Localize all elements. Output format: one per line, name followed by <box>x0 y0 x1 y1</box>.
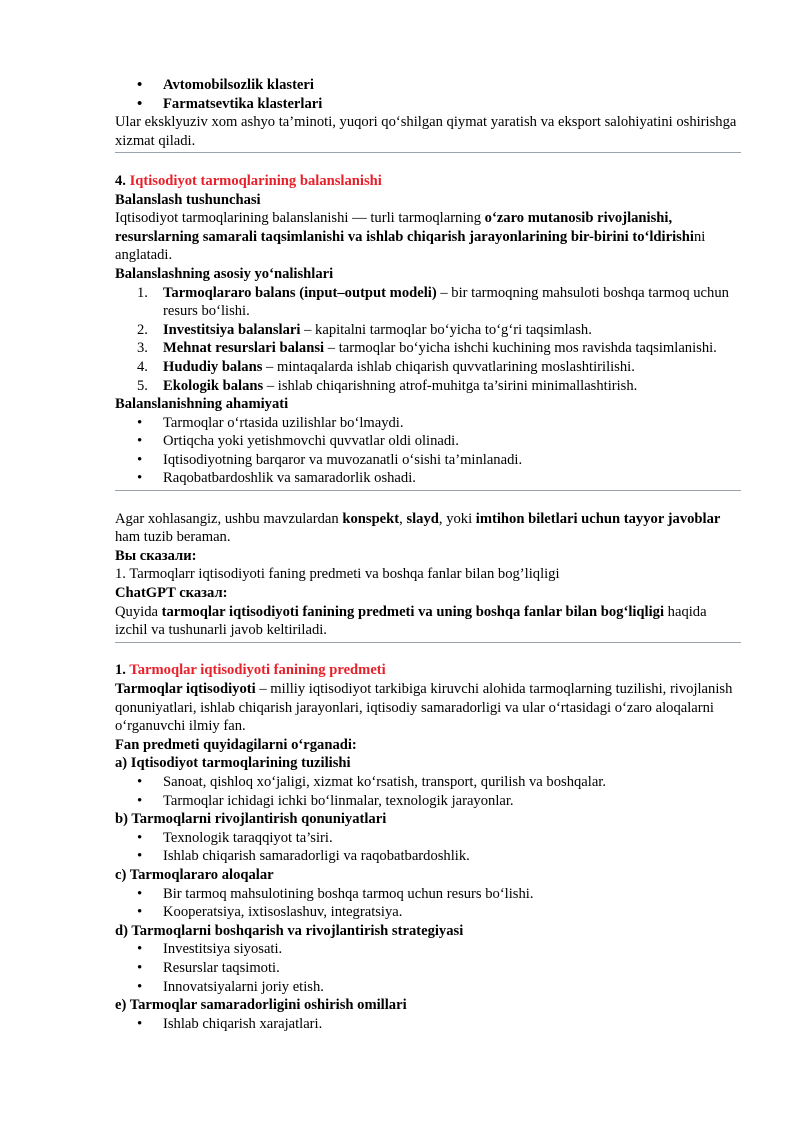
list-item: • Texnologik taraqqiyot ta’siri. <box>115 829 740 848</box>
section-title-text: Iqtisodiyot tarmoqlarining balanslanishi <box>129 172 382 189</box>
group-heading: d) Tarmoqlarni boshqarish va rivojlantirish strategiyasi <box>115 922 464 939</box>
list-item: • Tarmoqlar ichidagi ichki bo‘linmalar, texnologik jarayonlar. <box>115 792 740 811</box>
list-item: 3. Mehnat resurslari balansi – tarmoqlar bo‘yicha ishchi kuchining mos ravishda taqsimlanishi. <box>137 340 717 357</box>
list-item: • Raqobatbardoshlik va samaradorlik oshadi. <box>115 469 740 488</box>
subject-heading: Fan predmeti quyidagilarni o‘rganadi: <box>115 736 357 753</box>
list-item: • Ishlab chiqarish xarajatlari. <box>115 1015 740 1034</box>
intro-bullet-list <box>115 76 740 113</box>
offer-paragraph: Agar xohlasangiz, ushbu mavzulardan konspekt, slayd, yoki imtihon biletlari uchun tayyor javoblar ham tuzib beraman. <box>115 510 721 546</box>
group-list <box>115 940 740 996</box>
list-item: • Iqtisodiyotning barqaror va muvozanatli o‘sishi ta’minlanadi. <box>115 451 740 470</box>
group-list <box>115 829 740 866</box>
list-item: • Sanoat, qishloq xo‘jaligi, xizmat ko‘rsatish, transport, qurilish va boshqalar. <box>115 773 740 792</box>
section-number: 1. <box>115 662 130 679</box>
list-item: 1. Tarmoqlararo balans (input–output modeli) – bir tarmoqning mahsuloti boshqa tarmoq uchun resurs bo‘lishi. <box>137 284 729 320</box>
group-heading: e) Tarmoqlar samaradorligini oshirish omillari <box>115 997 407 1014</box>
group-list <box>115 885 740 922</box>
list-item: • Bir tarmoq mahsulotining boshqa tarmoq uchun resurs bo‘lishi. <box>115 885 740 904</box>
group-heading: c) Tarmoqlararo aloqalar <box>115 866 274 883</box>
directions-list <box>115 284 740 396</box>
importance-heading: Balanslanishning ahamiyati <box>115 396 289 413</box>
list-item: 4. Hududiy balans – mintaqalarda ishlab chiqarish quvvatlarining moslashtirilishi. <box>137 358 635 375</box>
group-heading: b) Tarmoqlarni rivojlantirish qonuniyatlari <box>115 811 387 828</box>
concept-paragraph: Iqtisodiyot tarmoqlarining balanslanishi — turli tarmoqlarning o‘zaro mutanosib rivojlanishi, resurslarning samarali taqsimlanishi va ishlab chiqarish jarayonlarining bir-birini to‘ldirishini anglatadi. <box>115 210 706 264</box>
group-list <box>115 1015 740 1034</box>
group-heading: a) Iqtisodiyot tarmoqlarining tuzilishi <box>115 755 351 772</box>
list-item: • Resurslar taqsimoti. <box>115 959 740 978</box>
definition-paragraph: Tarmoqlar iqtisodiyoti – milliy iqtisodiyot tarkibiga kiruvchi alohida tarmoqlarning tuzilishi, rivojlanish qonuniyatlari, ishlab chiqarish jarayonlari, iqtisodiy samaradorligi va ular o‘rtasidagi o‘zaro aloqalarni o‘rganuvchi ilmiy fan. <box>115 681 733 735</box>
group-list <box>115 773 740 810</box>
user-question: 1. Tarmoqlarr iqtisodiyoti faning predmeti va boshqa fanlar bilan bog’liqligi <box>115 566 560 583</box>
list-item: • Farmatsevtika klasterlari <box>115 95 740 114</box>
list-item: • Investitsiya siyosati. <box>115 940 740 959</box>
list-item: • Innovatsiyalarni joriy etish. <box>115 978 740 997</box>
list-item: • Ortiqcha yoki yetishmovchi quvvatlar oldi olinadi. <box>115 432 740 451</box>
intro-paragraph: Ular eksklyuziv xom ashyo ta’minoti, yuqori qo‘shilgan qiymat yaratish va eksport salohiyatini oshirishga xizmat qiladi. <box>115 114 737 149</box>
directions-heading: Balanslashning asosiy yo‘nalishlari <box>115 265 334 282</box>
list-item: 5. Ekologik balans – ishlab chiqarishning atrof-muhitga ta’sirini minimallashtirish. <box>137 377 638 394</box>
list-item: • Kooperatsiya, ixtisoslashuv, integratsiya. <box>115 903 740 922</box>
concept-heading: Balanslash tushunchasi <box>115 191 261 208</box>
chatgpt-said-label: ChatGPT сказал: <box>115 585 228 602</box>
list-item: • Ishlab chiqarish samaradorligi va raqobatbardoshlik. <box>115 847 740 866</box>
section-number: 4. <box>115 172 130 189</box>
section-4-title <box>115 172 740 191</box>
section-1-title <box>115 661 740 680</box>
list-item: • Tarmoqlar o‘rtasida uzilishlar bo‘lmaydi. <box>115 414 740 433</box>
list-item: 2. Investitsiya balanslari – kapitalni tarmoqlar bo‘yicha to‘g‘ri taqsimlash. <box>137 321 592 338</box>
you-said-label: Вы сказали: <box>115 547 197 564</box>
list-item: • Avtomobilsozlik klasteri <box>115 76 740 95</box>
answer-intro: Quyida tarmoqlar iqtisodiyoti fanining predmeti va uning boshqa fanlar bilan bog‘liqligi haqida izchil va tushunarli javob keltiriladi. <box>115 603 707 639</box>
importance-list <box>115 414 740 488</box>
section-title-text: Tarmoqlar iqtisodiyoti fanining predmeti <box>129 662 386 679</box>
